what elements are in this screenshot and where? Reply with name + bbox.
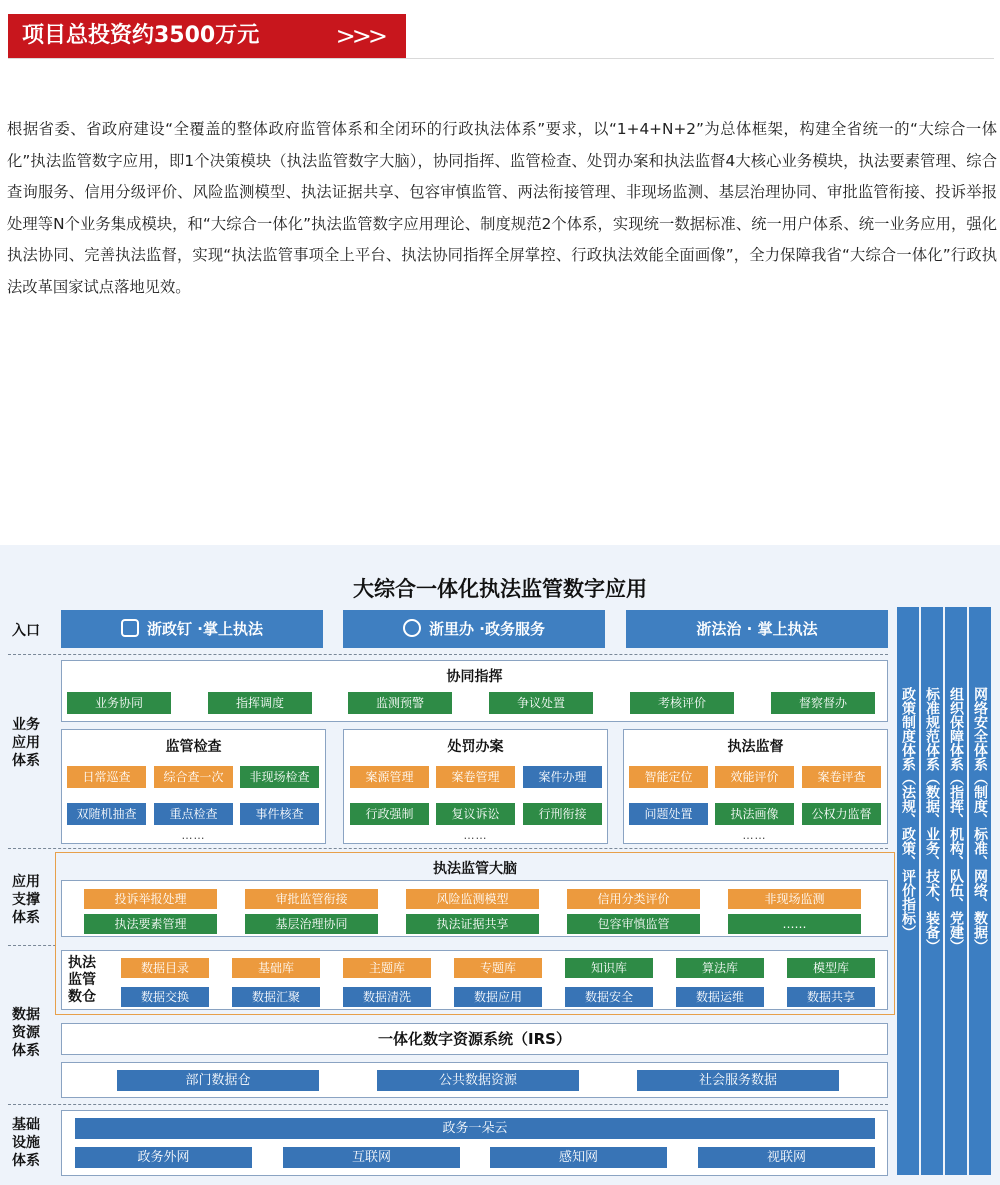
entry-label: 浙政钉 ·掌上执法 — [147, 620, 263, 638]
module-item[interactable]: 综合查一次 — [154, 766, 233, 788]
diagram-title: 大综合一体化执法监管数字应用 — [353, 577, 647, 601]
standard-system-column[interactable]: 标准规范体系（数据、业务、技术、装备） — [921, 607, 943, 1175]
entry-zheliban[interactable] — [343, 610, 605, 648]
brain-item[interactable]: 风险监测模型 — [406, 889, 539, 909]
label-line: 应用 — [12, 874, 40, 890]
module-item[interactable]: 案卷管理 — [436, 766, 515, 788]
brain-item[interactable]: 非现场监测 — [728, 889, 861, 909]
module-item[interactable]: 行刑衔接 — [523, 803, 602, 825]
warehouse-item[interactable]: 算法库 — [676, 958, 764, 978]
warehouse-item[interactable]: 数据目录 — [121, 958, 209, 978]
more-ellipsis: …… — [181, 829, 206, 842]
coord-item[interactable]: 监测预警 — [348, 692, 452, 714]
module-title: 监管检查 — [165, 739, 222, 755]
warehouse-item[interactable]: 数据清洗 — [343, 987, 431, 1007]
warehouse-label — [68, 955, 96, 1006]
module-title: 执法监督 — [727, 739, 784, 755]
module-item[interactable]: 智能定位 — [629, 766, 708, 788]
row-separator — [8, 1104, 888, 1105]
policy-system-column[interactable]: 政策制度体系（法规、政策、评价指标） — [897, 607, 919, 1175]
coordination-title: 协同指挥 — [446, 669, 503, 685]
label-line: 数仓 — [68, 989, 96, 1005]
network-item[interactable]: 感知网 — [490, 1147, 667, 1168]
network-item[interactable]: 视联网 — [698, 1147, 875, 1168]
resource-item[interactable]: 公共数据资源 — [377, 1070, 579, 1091]
entry-zhefazhi[interactable] — [626, 610, 888, 648]
warehouse-item[interactable]: 知识库 — [565, 958, 653, 978]
network-item[interactable]: 政务外网 — [75, 1147, 252, 1168]
brain-item[interactable]: 包容审慎监管 — [567, 914, 700, 934]
chevrons-right-icon: >>> — [335, 22, 384, 50]
brain-item[interactable]: …… — [728, 914, 861, 934]
row-label-infra — [12, 1116, 40, 1170]
more-ellipsis: …… — [463, 829, 488, 842]
warehouse-item[interactable]: 数据应用 — [454, 987, 542, 1007]
intro-paragraph: 根据省委、省政府建设“全覆盖的整体政府监管体系和全闭环的行政执法体系”要求，以“1+4+N+2”为总体框架，构建全省统一的“大综合一体化”执法监管数字应用，即1个决策模块（执法监管数字大脑），协同指挥、监管检查、处罚办案和执法监督4大核心业务模块，执法要素管理、综合查询服务、信用分级评价、风险监测模型、执法证据共享、包容审慎监管、两法衔接管理、非现场监测、基层治理协同、审批监管衔接、投诉举报处理等N个业务集成模块，和“大综合一体化”执法监管数字应用理论、制度规范2个体系，实现统一数据标准、统一用户体系、统一业务应用，强化执法协同、完善执法监督，实现“执法监管事项全上平台、执法协同指挥全屏掌控、行政执法效能全面画像”，全力保障我省“大综合一体化”行政执法改革国家试点落地见效。 — [7, 120, 997, 296]
label-line: 体系 — [12, 753, 40, 769]
module-item[interactable]: 案源管理 — [350, 766, 429, 788]
module-item[interactable]: 公权力监督 — [802, 803, 881, 825]
label-line: 设施 — [12, 1135, 40, 1151]
row-label-entry: 入口 — [12, 623, 40, 639]
gov-cloud[interactable]: 政务一朵云 — [75, 1118, 875, 1139]
row-separator — [8, 848, 888, 849]
entry-label: 浙里办 ·政务服务 — [429, 620, 545, 638]
brain-item[interactable]: 执法证据共享 — [406, 914, 539, 934]
warehouse-item[interactable]: 数据运维 — [676, 987, 764, 1007]
label-line: 基础 — [12, 1117, 40, 1133]
row-label-business — [12, 716, 40, 770]
row-label-support — [12, 873, 40, 927]
entry-label: 浙法治 · 掌上执法 — [696, 620, 818, 638]
module-item[interactable]: 非现场检查 — [240, 766, 319, 788]
coord-item[interactable]: 争议处置 — [489, 692, 593, 714]
module-item[interactable]: 问题处置 — [629, 803, 708, 825]
module-item[interactable]: 效能评价 — [715, 766, 794, 788]
warehouse-item[interactable]: 数据安全 — [565, 987, 653, 1007]
network-item[interactable]: 互联网 — [283, 1147, 460, 1168]
coord-item[interactable]: 督察督办 — [771, 692, 875, 714]
module-item[interactable]: 执法画像 — [715, 803, 794, 825]
brain-item[interactable]: 执法要素管理 — [84, 914, 217, 934]
label-line: 体系 — [12, 1153, 40, 1169]
label-line: 业务 — [12, 717, 40, 733]
swirl-icon — [403, 619, 421, 637]
module-item[interactable]: 复议诉讼 — [436, 803, 515, 825]
row-label-data — [12, 1006, 40, 1060]
warehouse-item[interactable]: 基础库 — [232, 958, 320, 978]
module-item[interactable]: 行政强制 — [350, 803, 429, 825]
entry-zhezhengding[interactable] — [61, 610, 323, 648]
coord-item[interactable]: 指挥调度 — [208, 692, 312, 714]
organization-system-column[interactable]: 组织保障体系（指挥、机构、队伍、党建） — [945, 607, 967, 1175]
row-separator — [8, 654, 888, 655]
more-ellipsis: …… — [742, 829, 767, 842]
module-title: 处罚办案 — [447, 739, 504, 755]
security-system-column[interactable]: 网络安全体系（制度、标准、网络、数据） — [969, 607, 991, 1175]
module-item[interactable]: 案卷评查 — [802, 766, 881, 788]
label-line: 应用 — [12, 735, 40, 751]
warehouse-item[interactable]: 主题库 — [343, 958, 431, 978]
label-line: 资源 — [12, 1025, 40, 1041]
module-item[interactable]: 重点检查 — [154, 803, 233, 825]
label-line: 支撑 — [12, 892, 40, 908]
coord-item[interactable]: 业务协同 — [67, 692, 171, 714]
module-item[interactable]: 双随机抽查 — [67, 803, 146, 825]
brain-title: 执法监管大脑 — [433, 861, 517, 877]
warehouse-item[interactable]: 模型库 — [787, 958, 875, 978]
shield-icon — [121, 619, 139, 637]
label-line: 体系 — [12, 910, 40, 926]
module-item[interactable]: 日常巡查 — [67, 766, 146, 788]
brain-item[interactable]: 基层治理协同 — [245, 914, 378, 934]
coord-item[interactable]: 考核评价 — [630, 692, 734, 714]
label-line: 监管 — [68, 972, 96, 988]
label-line: 数据 — [12, 1007, 40, 1023]
warehouse-item[interactable]: 数据共享 — [787, 987, 875, 1007]
banner-title: 项目总投资约3500万元 — [22, 23, 260, 48]
resource-item[interactable]: 部门数据仓 — [117, 1070, 319, 1091]
label-line: 执法 — [68, 955, 96, 971]
brain-item[interactable]: 信用分类评价 — [567, 889, 700, 909]
warehouse-item[interactable]: 数据交换 — [121, 987, 209, 1007]
investment-banner — [8, 14, 406, 58]
header-divider — [8, 58, 994, 59]
label-line: 体系 — [12, 1043, 40, 1059]
warehouse-item[interactable]: 专题库 — [454, 958, 542, 978]
module-item[interactable]: 案件办理 — [523, 766, 602, 788]
coordination-panel — [61, 660, 888, 722]
warehouse-item[interactable]: 数据汇聚 — [232, 987, 320, 1007]
irs-system[interactable]: 一体化数字资源系统（IRS） — [61, 1023, 888, 1055]
brain-item[interactable]: 投诉举报处理 — [84, 889, 217, 909]
resource-item[interactable]: 社会服务数据 — [637, 1070, 839, 1091]
module-item[interactable]: 事件核查 — [240, 803, 319, 825]
brain-item[interactable]: 审批监管衔接 — [245, 889, 378, 909]
